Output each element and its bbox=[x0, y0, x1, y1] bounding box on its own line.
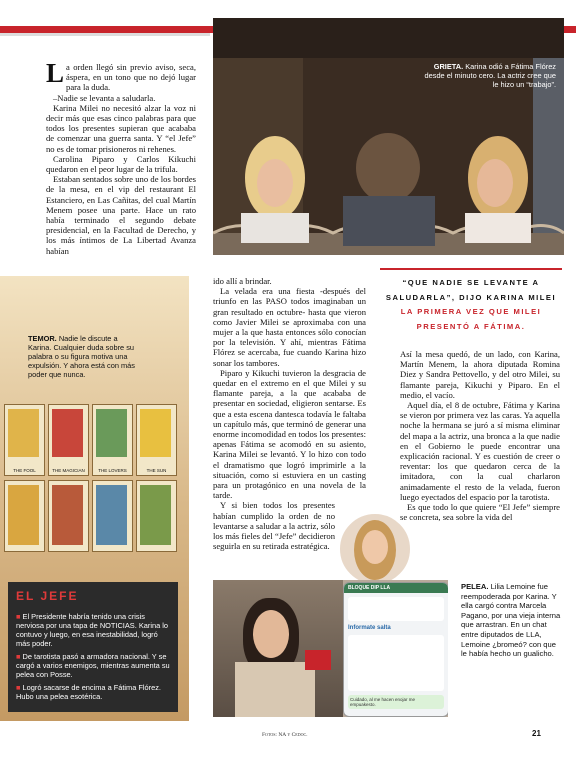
tarot-card bbox=[48, 480, 89, 552]
paragraph: La velada era una fiesta -después del triunfo en las PASO todos imaginaban un gran resultado en octubre- hasta que vieron como Javier Milei se aproximaba con una mujer a la que hasta entonces sólo conocían por la televisión. Y ahí, mientras Fátima Flórez se acercaba, fue cuando Karina hizo sonar los tambores. bbox=[213, 286, 366, 368]
sidebar-bullet: ■ De tarotista pasó a armadora nacional. Y se cargó a varios enemigos, mientras aumenta su pelea con Posse. bbox=[16, 652, 170, 679]
tarot-card bbox=[136, 480, 177, 552]
caption-pelea bbox=[461, 582, 563, 659]
photo-pelea bbox=[213, 580, 448, 717]
tarot-card bbox=[4, 480, 45, 552]
sidebar-box-el-jefe bbox=[8, 582, 178, 712]
chat-logo: Informate salta bbox=[348, 625, 391, 631]
sidebar-bullet: ■ Logró sacarse de encima a Fátima Flórez. Hubo una pelea esotérica. bbox=[16, 683, 161, 701]
caption-label: PELEA. bbox=[461, 582, 489, 591]
portrait-inset bbox=[338, 512, 412, 586]
balcony-scene-image bbox=[213, 18, 564, 255]
tarot-card bbox=[92, 404, 133, 476]
caption-text: Karina odió a Fátima Flórez desde el minuto cero. La actriz cree que le hizo un “trabajo”. bbox=[424, 62, 556, 89]
tarot-label: THE MAGICIAN bbox=[52, 468, 85, 473]
paragraph: Aquel día, el 8 de octubre, Fátima y Karina se vieron por primera vez las caras. Ya aquella noche la hermana se juró a sí misma eliminar del mapa a la actriz, una bronca a la que nadie en el Gobierno le puede encontrar una explicación racional. Y es cuestión de creer o reventar: los que quedaron cerca de la imitadora, con la cual charlaron animadamente el resto de la velada, fueron luego eyectados del espacio por la tarotista. bbox=[400, 400, 560, 502]
paragraph: Y si bien todos los presentes habían cumplido la orden de no levantarse a saludar a la actriz, sólo los más fieles del “Jefe” decidieron seguirla en su retirada estratégica. bbox=[213, 500, 335, 552]
tarot-card bbox=[92, 480, 133, 552]
pullquote bbox=[380, 276, 562, 334]
tarot-card bbox=[4, 404, 45, 476]
pullquote-line: LA PRIMERA VEZ QUE MILEI bbox=[400, 307, 542, 316]
sidebar-title: EL JEFE bbox=[16, 589, 79, 603]
tarot-label: THE SUN bbox=[146, 468, 167, 473]
paragraph: La orden llegó sin previo aviso, seca, áspera, en un tono que no dejó lugar para la duda. bbox=[46, 58, 196, 93]
paragraph: Karina Milei no necesitó alzar la voz ni decir más que esas cinco palabras para que todos los presentes supieran que acababa de comenzar una guerra santa. Y “el Jefe” no es de tomar prisioneros ni rehenes. bbox=[46, 102, 196, 154]
pullquote-line: SALUDARLA”, DIJO KARINA MILEI bbox=[385, 292, 557, 302]
paragraph: Así la mesa quedó, de un lado, con Karina, Martín Menem, la ahora diputada Romina Diez y Sandra Pettovello, y del otro Milei, su flamante pareja, Kikuchi y Piparo. En el medio, el vacío. bbox=[400, 349, 560, 400]
top-sub-bar bbox=[0, 33, 210, 36]
sidebar-bullet: ■ El Presidente habría tenido una crisis nerviosa por una tapa de NOTICIAS. Karina lo contuvo y luego, en esa inestabilidad, logró más poder. bbox=[16, 612, 168, 648]
caption-label: GRIETA. bbox=[433, 62, 464, 71]
caption-label: TEMOR. bbox=[28, 334, 57, 343]
pullquote-line: PRESENTÓ A FÁTIMA. bbox=[416, 321, 526, 331]
page-number: 21 bbox=[532, 729, 541, 738]
pullquote-rule-top bbox=[380, 268, 562, 270]
chat-group-name: BLOQUE DIP LLA bbox=[344, 583, 448, 593]
paragraph: –Nadie se levanta a saludarla. bbox=[53, 92, 156, 103]
photo-credits: Fotos: NA y Cedoc. bbox=[262, 732, 308, 738]
caption-temor bbox=[28, 334, 140, 379]
chat-screenshot bbox=[343, 582, 448, 717]
paragraph: ido allí a brindar. bbox=[213, 276, 272, 286]
photo-grieta bbox=[213, 18, 564, 255]
tarot-card bbox=[136, 404, 177, 476]
caption-grieta bbox=[421, 62, 556, 89]
caption-text: Lilia Lemoine fue reempoderada por Karina. Y ella cargó contra Marcela Pagano, por una vieja interna que arrastran. En un chat entre diputados de LLA, Lemoine ¿bromeó? con que le había hecho un gualicho. bbox=[461, 582, 561, 659]
tarot-card bbox=[48, 404, 89, 476]
drop-cap: L bbox=[46, 58, 65, 88]
paragraph: Piparo y Kikuchi tuvieron la desgracia de quedar en el extremo en el que Milei y su flamante pareja, a la que acababa de presentar en sociedad, eligieron sentarse. Es que a esta escena dantesca todavía le faltaba un capítulo más, que terminó de generar una enorme incomodidad en todos los presentes: apenas Fátima se acomodó en su asiento, Karina Milei se levantó. Y lo hizo con todo el dramatismo que logró imprimirle a la situación, como si estuviera en un casting para un protagónico en una novela de la tarde. bbox=[213, 367, 366, 501]
tarot-label: THE FOOL bbox=[13, 468, 36, 473]
article-column-2 bbox=[213, 276, 366, 551]
pullquote-line: “QUE NADIE SE LEVANTE A bbox=[402, 278, 540, 287]
chat-footer-message: Cuidado, al me hacen enojar me empuakesto. bbox=[348, 695, 444, 709]
article-column-3 bbox=[400, 349, 560, 522]
paragraph: Carolina Piparo y Carlos Kikuchi quedaron en el peor lugar de la trifula. bbox=[46, 153, 196, 175]
article-column-1 bbox=[46, 58, 196, 256]
caption-text: Nadie le discute a Karina. Cualquier duda sobre su palabra o su figura motiva una expulsión. Y ahora está con más poder que nunca. bbox=[28, 334, 135, 379]
tarot-label: THE LOVERS bbox=[98, 468, 127, 473]
paragraph: Es que todo lo que quiere “El Jefe” siempre se concreta, sea sobre la vida del bbox=[400, 502, 560, 523]
paragraph: Estaban sentados sobre uno de los bordes de la mesa, en el vip del restaurant El Estanciero, en Las Cañitas, del cual Martín Menem posee una parte. Hace un rato había terminado el segundo debate presidencial, en la Facultad de Derecho, y los más íntimos de La Libertad Avanza habían bbox=[46, 174, 196, 256]
